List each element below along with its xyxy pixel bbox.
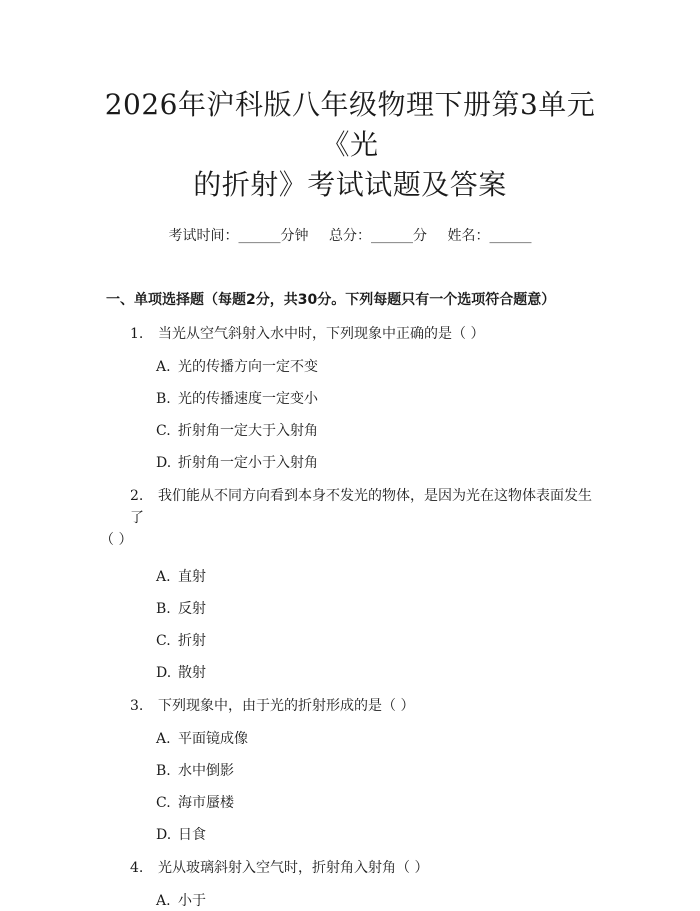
question-number: 2.	[130, 488, 144, 504]
option-letter: C.	[156, 423, 171, 439]
option-text: 散射	[178, 665, 206, 681]
exam-name: 姓名：______	[447, 228, 532, 244]
option	[156, 729, 600, 749]
question-4	[100, 857, 600, 911]
option-letter: B.	[156, 601, 171, 617]
option-letter: D.	[156, 665, 172, 681]
question-number: 3.	[130, 698, 144, 714]
option	[156, 663, 600, 683]
title-line-2: 的折射》考试试题及答案	[193, 168, 507, 201]
option	[156, 599, 600, 619]
option	[156, 389, 600, 409]
option-letter: C.	[156, 633, 171, 649]
question-3	[100, 695, 600, 845]
question-stem	[100, 485, 600, 551]
option	[156, 567, 600, 587]
option	[156, 825, 600, 845]
option	[156, 793, 600, 813]
option-text: 折射	[178, 633, 206, 649]
title-line-1: 2026年沪科版八年级物理下册第3单元《光	[104, 88, 596, 161]
question-1	[100, 323, 600, 473]
option-text: 反射	[178, 601, 206, 617]
option	[156, 421, 600, 441]
option-text: 平面镜成像	[178, 731, 248, 747]
question-text: 下列现象中，由于光的折射形成的是（ ）	[158, 698, 415, 714]
option	[156, 891, 600, 911]
option-text: 水中倒影	[178, 763, 234, 779]
question-stem	[100, 323, 600, 345]
option-letter: B.	[156, 763, 171, 779]
option-text: 直射	[178, 569, 206, 585]
exam-time: 考试时间：______分钟	[168, 228, 309, 244]
section-heading: 一、单项选择题（每题2分，共30分。下列每题只有一个选项符合题意）	[106, 292, 556, 308]
option	[156, 357, 600, 377]
question-number: 1.	[130, 326, 144, 342]
option-text: 光的传播速度一定变小	[178, 391, 318, 407]
option-letter: A.	[156, 731, 171, 747]
option-letter: A.	[156, 359, 171, 375]
question-2	[100, 485, 600, 683]
option-letter: B.	[156, 391, 171, 407]
exam-score: 总分：______分	[329, 228, 427, 244]
document-title	[100, 0, 600, 205]
option-letter: A.	[156, 893, 171, 909]
question-text-line-1: 我们能从不同方向看到本身不发光的物体，是因为光在这物体表面发生了	[130, 488, 592, 526]
option	[156, 453, 600, 473]
question-text-line-2: （ ）	[100, 532, 133, 548]
option-letter: D.	[156, 455, 172, 471]
option-text: 光的传播方向一定不变	[178, 359, 318, 375]
option-text: 日食	[178, 827, 206, 843]
question-text: 当光从空气斜射入水中时，下列现象中正确的是（ ）	[158, 326, 485, 342]
option-letter: A.	[156, 569, 171, 585]
option-text: 折射角一定小于入射角	[178, 455, 318, 471]
question-stem	[100, 857, 600, 879]
question-stem	[100, 695, 600, 717]
option-text: 折射角一定大于入射角	[178, 423, 318, 439]
question-number: 4.	[130, 860, 144, 876]
exam-meta	[100, 225, 600, 245]
option-text: 海市蜃楼	[178, 795, 234, 811]
option	[156, 631, 600, 651]
question-text: 光从玻璃斜射入空气时，折射角入射角（ ）	[158, 860, 429, 876]
option	[156, 761, 600, 781]
option-text: 小于	[178, 893, 206, 909]
option-letter: D.	[156, 827, 172, 843]
option-letter: C.	[156, 795, 171, 811]
